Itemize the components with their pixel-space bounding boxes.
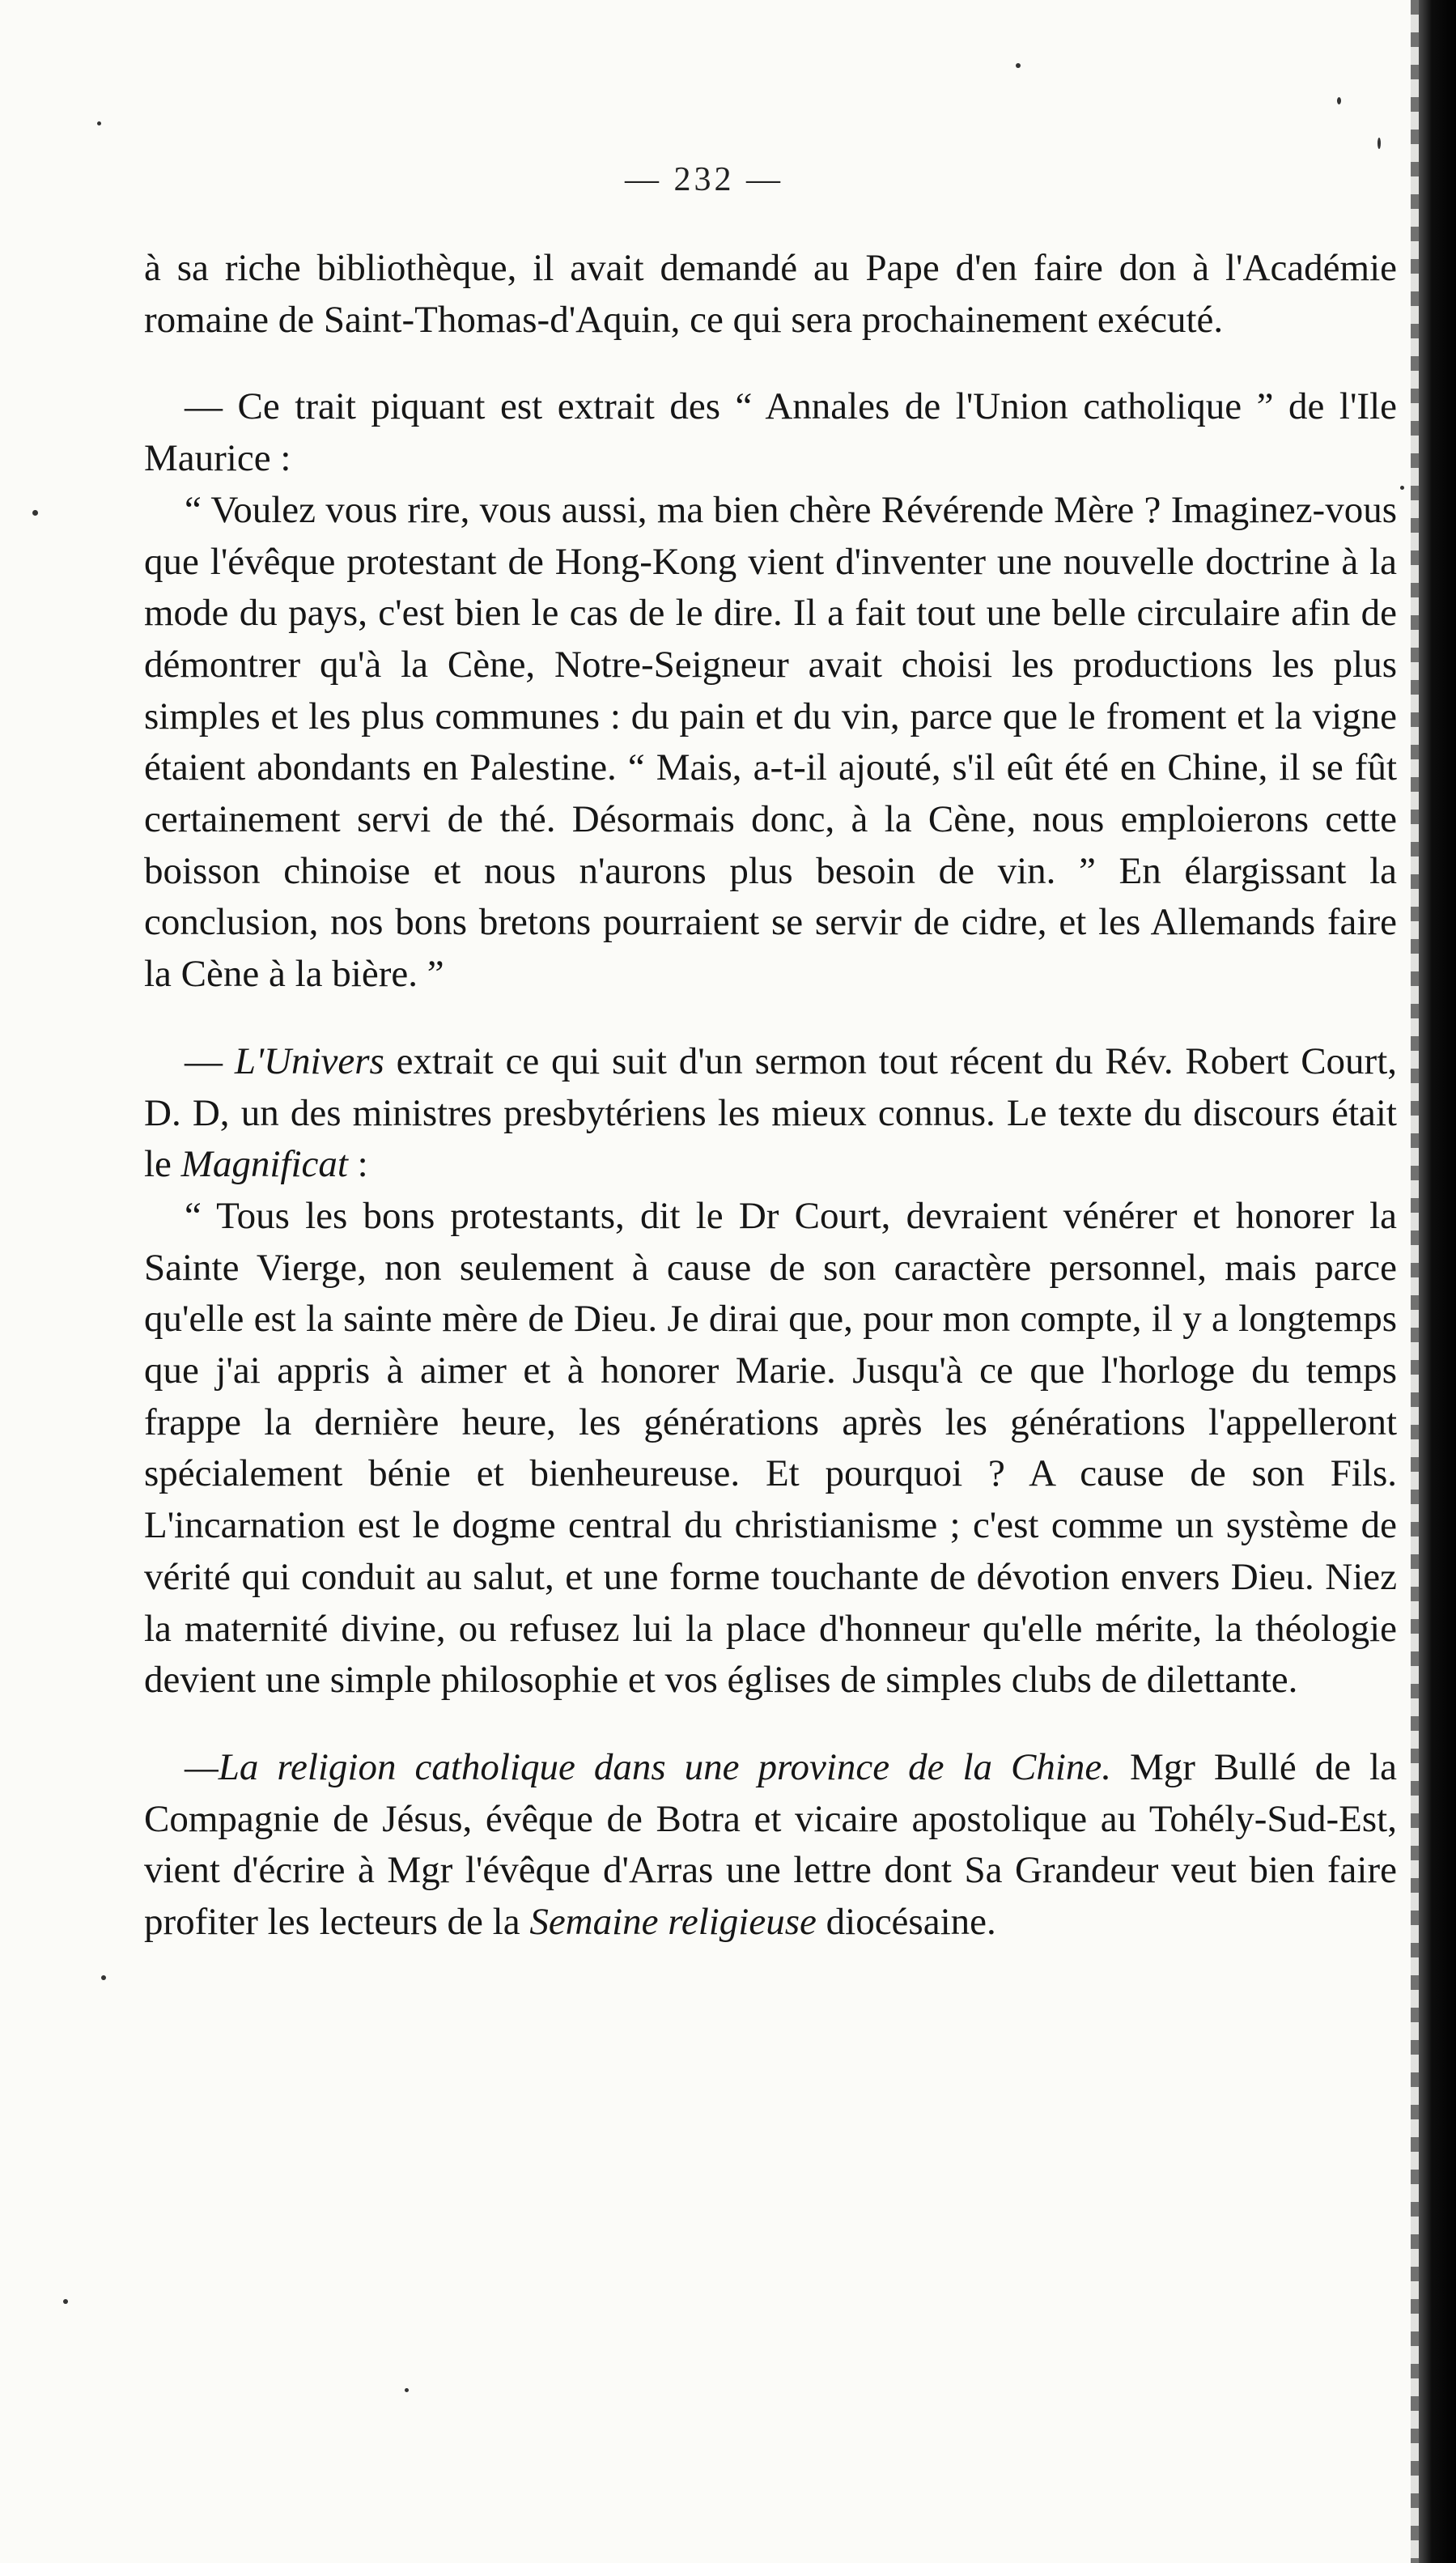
italic-publication: Semaine religieuse (529, 1901, 817, 1944)
paragraph-univers (144, 1036, 1397, 1191)
paragraph-gap (144, 1707, 1397, 1742)
scan-speck (97, 121, 101, 125)
paragraph-gap (144, 346, 1397, 381)
text-block (144, 243, 1397, 1949)
scan-speck (32, 510, 38, 516)
paragraph-text: diocésaine. (816, 1901, 996, 1944)
scan-speck (1016, 63, 1021, 68)
paragraph-annales-quote: “ Voulez vous rire, vous aussi, ma bien chère Révérende Mère ? Imaginez-vous que l'évêque protestant de Hong-Kong vient d'inventer une nouvelle doctrine à la mode du pays, c'est bien le cas de le dire. Il a fait tout une belle circulaire afin de démontrer qu'à la Cène, Notre-Seigneur avait choisi les productions les plus simples et les plus communes : du pain et du vin, parce que le froment et la vigne étaient abondants en Palestine. “ Mais, a-t-il ajouté, s'il eût été en Chine, il se fût certainement servi de thé. Désormais donc, à la Cène, nous emploierons cette boisson chinoise et nous n'aurons plus besoin de vin. ” En élargissant la conclusion, nos bons bretons pourraient se servir de cidre, et les Allemands faire la Cène à la bière. ” (144, 488, 1397, 996)
page-number: — 232 — (625, 161, 783, 198)
italic-magnificat: Magnificat (180, 1143, 348, 1186)
italic-source-title: L'Univers (234, 1039, 384, 1082)
paragraph-gap (144, 1001, 1397, 1036)
paragraph-text: extrait ce qui suit d'un sermon tout récent du Rév. Robert Court, D. D, un des ministres presbytériens les mieux connus. Le texte du discours était le (144, 1039, 1398, 1186)
scan-speck (1377, 138, 1381, 149)
binding-edge (1419, 0, 1456, 2563)
scan-speck (405, 2388, 409, 2392)
scan-speck (1400, 486, 1404, 490)
paragraph-text: Mgr Bullé de la Compagnie de Jésus, évêque de Botra et vicaire apostolique au Tohély-Sud-Est, vient d'écrire à Mgr l'évêque d'Arras une lettre dont Sa Grandeur veut bien faire profiter les lecteurs de la (144, 1745, 1397, 1944)
italic-section-title: —La religion catholique dans une province de la Chine. (185, 1745, 1112, 1788)
paragraph-court-quote: “ Tous les bons protestants, dit le Dr Court, devraient vénérer et honorer la Sainte Vierge, non seulement à cause de son caractère personnel, mais parce qu'elle est la sainte mère de Dieu. Je dirai que, pour mon compte, il y a longtemps que j'ai appris à aimer et à honorer Marie. Jusqu'à ce que l'horloge du temps frappe la dernière heure, les générations après les générations l'appelleront spécialement bénie et bienheureuse. Et pourquoi ? A cause de son Fils. L'incarnation est le dogme central du christianisme ; c'est comme un système de vérité qui conduit au salut, et une forme touchante de dévotion envers Dieu. Niez la maternité divine, ou refusez lui la place d'honneur qu'elle mérite, la théologie devient une simple philosophie et vos églises de simples clubs de dilettante. (144, 1194, 1397, 1702)
paragraph-chine (144, 1742, 1397, 1949)
paragraph-continuation: à sa riche bibliothèque, il avait demandé au Pape d'en faire don à l'Académie romaine de Saint-Thomas-d'Aquin, ce qui sera prochainement exécuté. (144, 247, 1397, 341)
scan-speck (1337, 97, 1341, 104)
scan-speck (63, 2299, 68, 2304)
paragraph-text: : (347, 1143, 368, 1186)
paragraph-dash: — (185, 1039, 223, 1082)
scan-speck (101, 1975, 106, 1980)
paragraph-annales-intro: — Ce trait piquant est extrait des “ Annales de l'Union catholique ” de l'Ile Maurice : (144, 385, 1397, 480)
